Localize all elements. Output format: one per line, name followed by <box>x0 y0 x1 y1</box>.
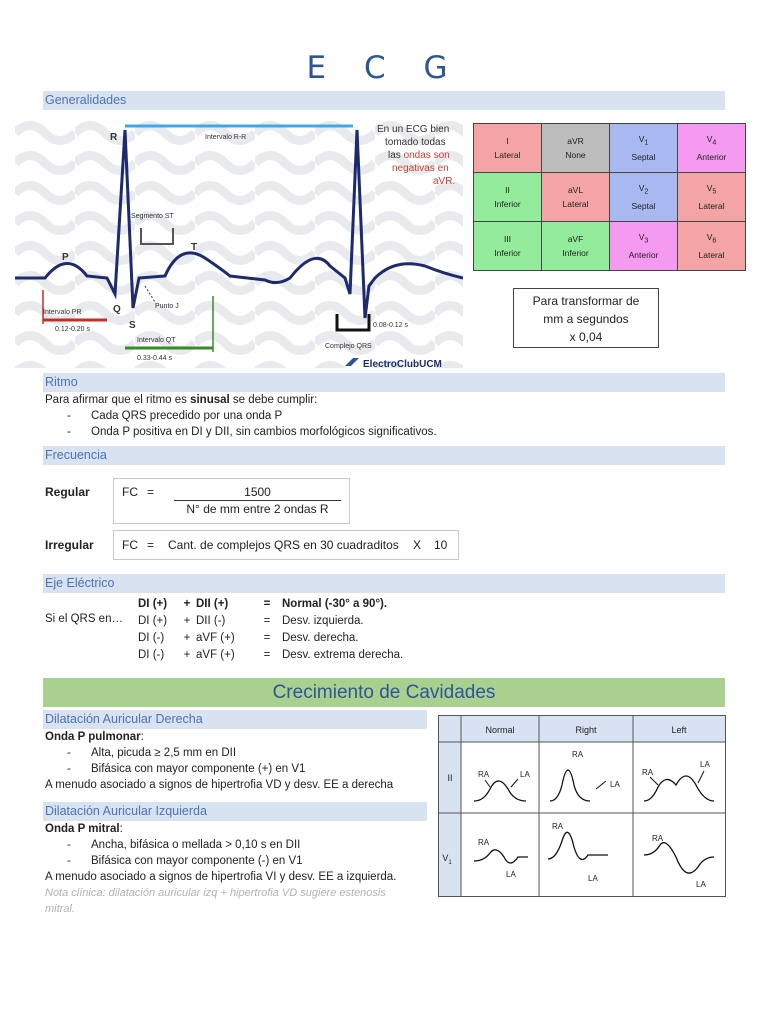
st-label: Segmento ST <box>131 213 174 220</box>
section-dad: Dilatación Auricular Derecha <box>43 710 427 729</box>
dad-heading: Onda P pulmonar: <box>45 731 144 743</box>
lead-cell: $V_6$ Lateral <box>678 222 746 271</box>
page-title: E C G <box>306 50 462 86</box>
svg-text:las ondas son <box>388 150 450 161</box>
rr-label: Intervalo R-R <box>205 134 247 141</box>
conversion-box <box>513 288 659 348</box>
la-label: LA <box>696 880 706 889</box>
leads-table <box>473 123 746 271</box>
p-wave-table-svg <box>438 715 726 897</box>
note-line-4: negativas en <box>392 163 449 174</box>
la-label: LA <box>700 760 710 769</box>
eje-row: DI (-) + aVF (+) = Desv. derecha. <box>138 631 359 644</box>
ritmo-intro: Para afirmar que el ritmo es sinusal se debe cumplir: <box>45 394 318 406</box>
ecg-waveform-figure <box>15 118 463 368</box>
conversion-line-1: Para transformar de <box>532 294 640 308</box>
irregular-n: 10 <box>434 538 448 552</box>
lead-cell: I Lateral <box>474 124 542 173</box>
ra-label: RA <box>572 750 584 759</box>
section-dai: Dilatación Auricular Izquierda <box>43 802 427 821</box>
note-line-3a: las <box>388 150 404 161</box>
regular-fc: FC <box>122 485 138 499</box>
qrs-value: 0.08-0.12 s <box>373 322 409 329</box>
lead-cell: aVF Inferior <box>542 222 610 271</box>
lead-cell: $V_5$ Lateral <box>678 173 746 222</box>
leads-row <box>474 124 746 173</box>
list-item: - Cada QRS precedido por una onda P <box>67 410 283 422</box>
brand-label: ElectroClubUCM <box>363 359 442 368</box>
la-label: LA <box>610 780 620 789</box>
regular-eq: = <box>147 485 155 499</box>
irregular-text: Cant. de complejos QRS en 30 cuadraditos <box>168 538 399 552</box>
regular-denominator: N° de mm entre 2 ondas R <box>186 502 329 516</box>
col-left: Left <box>671 725 687 735</box>
section-crecimiento: Crecimiento de Cavidades <box>43 678 725 707</box>
lead-cell: $V_2$ Septal <box>610 173 678 222</box>
note-line-5: aVR. <box>433 176 456 187</box>
ecg-diagram <box>15 118 463 368</box>
dai-footer: A menudo asociado a signos de hipertrofia VI y desv. EE a izquierda. <box>45 871 397 883</box>
eje-row: DI (+) + DII (+) = Normal (-30° a 90°). <box>138 597 388 610</box>
lead-cell: $V_4$ Anterior <box>678 124 746 173</box>
la-label: LA <box>588 874 598 883</box>
section-ritmo: Ritmo <box>43 373 725 392</box>
ra-label: RA <box>642 768 654 777</box>
qrs-label: Complejo QRS <box>325 343 372 350</box>
regular-numerator: 1500 <box>174 485 341 501</box>
dai-heading: Onda P mitral: <box>45 823 123 835</box>
qt-label: Intervalo QT <box>137 337 176 344</box>
section-generalidades: Generalidades <box>43 91 725 110</box>
dai-text <box>45 821 435 917</box>
eje-row: DI (+) + DII (-) = Desv. izquierda. <box>138 614 364 627</box>
j-label: Punto J <box>155 303 179 310</box>
dad-text <box>45 729 430 793</box>
section-eje: Eje Eléctrico <box>43 574 725 593</box>
col-right: Right <box>575 725 597 735</box>
row-ii: II <box>447 773 453 783</box>
list-item: - Onda P positiva en DI y DII, sin cambios morfológicos significativos. <box>67 426 437 438</box>
qt-value: 0.33-0.44 s <box>137 355 173 362</box>
col-normal: Normal <box>485 725 515 735</box>
ra-label: RA <box>552 822 564 831</box>
s-label: S <box>129 320 136 331</box>
ra-label: RA <box>478 838 490 847</box>
note-line-2: tomado todas <box>385 137 446 148</box>
lead-cell: $V_1$ Septal <box>610 124 678 173</box>
p-wave-figure <box>438 715 726 897</box>
irregular-label: Irregular <box>45 538 94 552</box>
list-item: - Bifásica con mayor componente (+) en V1 <box>67 763 306 775</box>
section-frecuencia: Frecuencia <box>43 446 725 465</box>
eje-row: DI (-) + aVF (+) = Desv. extrema derecha. <box>138 648 404 661</box>
ra-label: RA <box>478 770 490 779</box>
conversion-line-3: x 0,04 <box>569 330 603 344</box>
clinical-note: Nota clínica: dilatación auricular izq + hipertrofia VD sugiere estenosis mitral. <box>45 887 386 915</box>
conversion-line-2: mm a segundos <box>543 312 629 326</box>
regular-formula-box <box>113 478 350 524</box>
pr-value: 0.12-0.20 s <box>55 326 91 333</box>
dad-footer: A menudo asociado a signos de hipertrofia VD y desv. EE a derecha <box>45 779 394 791</box>
leads-row <box>474 173 746 222</box>
r-label: R <box>110 132 118 143</box>
list-item: - Alta, picuda ≥ 2,5 mm en DII <box>67 747 237 759</box>
la-label: LA <box>506 870 516 879</box>
t-label: T <box>191 242 198 253</box>
eje-table <box>138 595 403 663</box>
lead-cell: aVL Lateral <box>542 173 610 222</box>
lead-cell: III Inferior <box>474 222 542 271</box>
irregular-x: X <box>413 538 422 552</box>
ra-label: RA <box>652 834 664 843</box>
regular-label: Regular <box>45 485 90 499</box>
irregular-formula-box <box>113 530 459 560</box>
irregular-fc: FC <box>122 538 138 552</box>
lead-cell: $V_3$ Anterior <box>610 222 678 271</box>
irregular-eq: = <box>147 538 155 552</box>
eje-lead-in: Si el QRS en… <box>45 613 123 625</box>
list-item: - Bifásica con mayor componente (-) en V1 <box>67 855 303 867</box>
la-label: LA <box>520 770 530 779</box>
lead-cell: aVR None <box>542 124 610 173</box>
note-line-1: En un ECG bien <box>377 124 450 135</box>
leads-row <box>474 222 746 271</box>
ritmo-text <box>45 392 725 440</box>
q-label: Q <box>113 304 121 315</box>
list-item: - Ancha, bifásica o mellada > 0,10 s en DII <box>67 839 301 851</box>
lead-cell: II Inferior <box>474 173 542 222</box>
note-line-3b: ondas son <box>403 150 450 161</box>
row-v1: $V_1$ <box>442 853 452 866</box>
pr-label: Intervalo PR <box>43 309 82 316</box>
p-label: P <box>62 252 69 263</box>
